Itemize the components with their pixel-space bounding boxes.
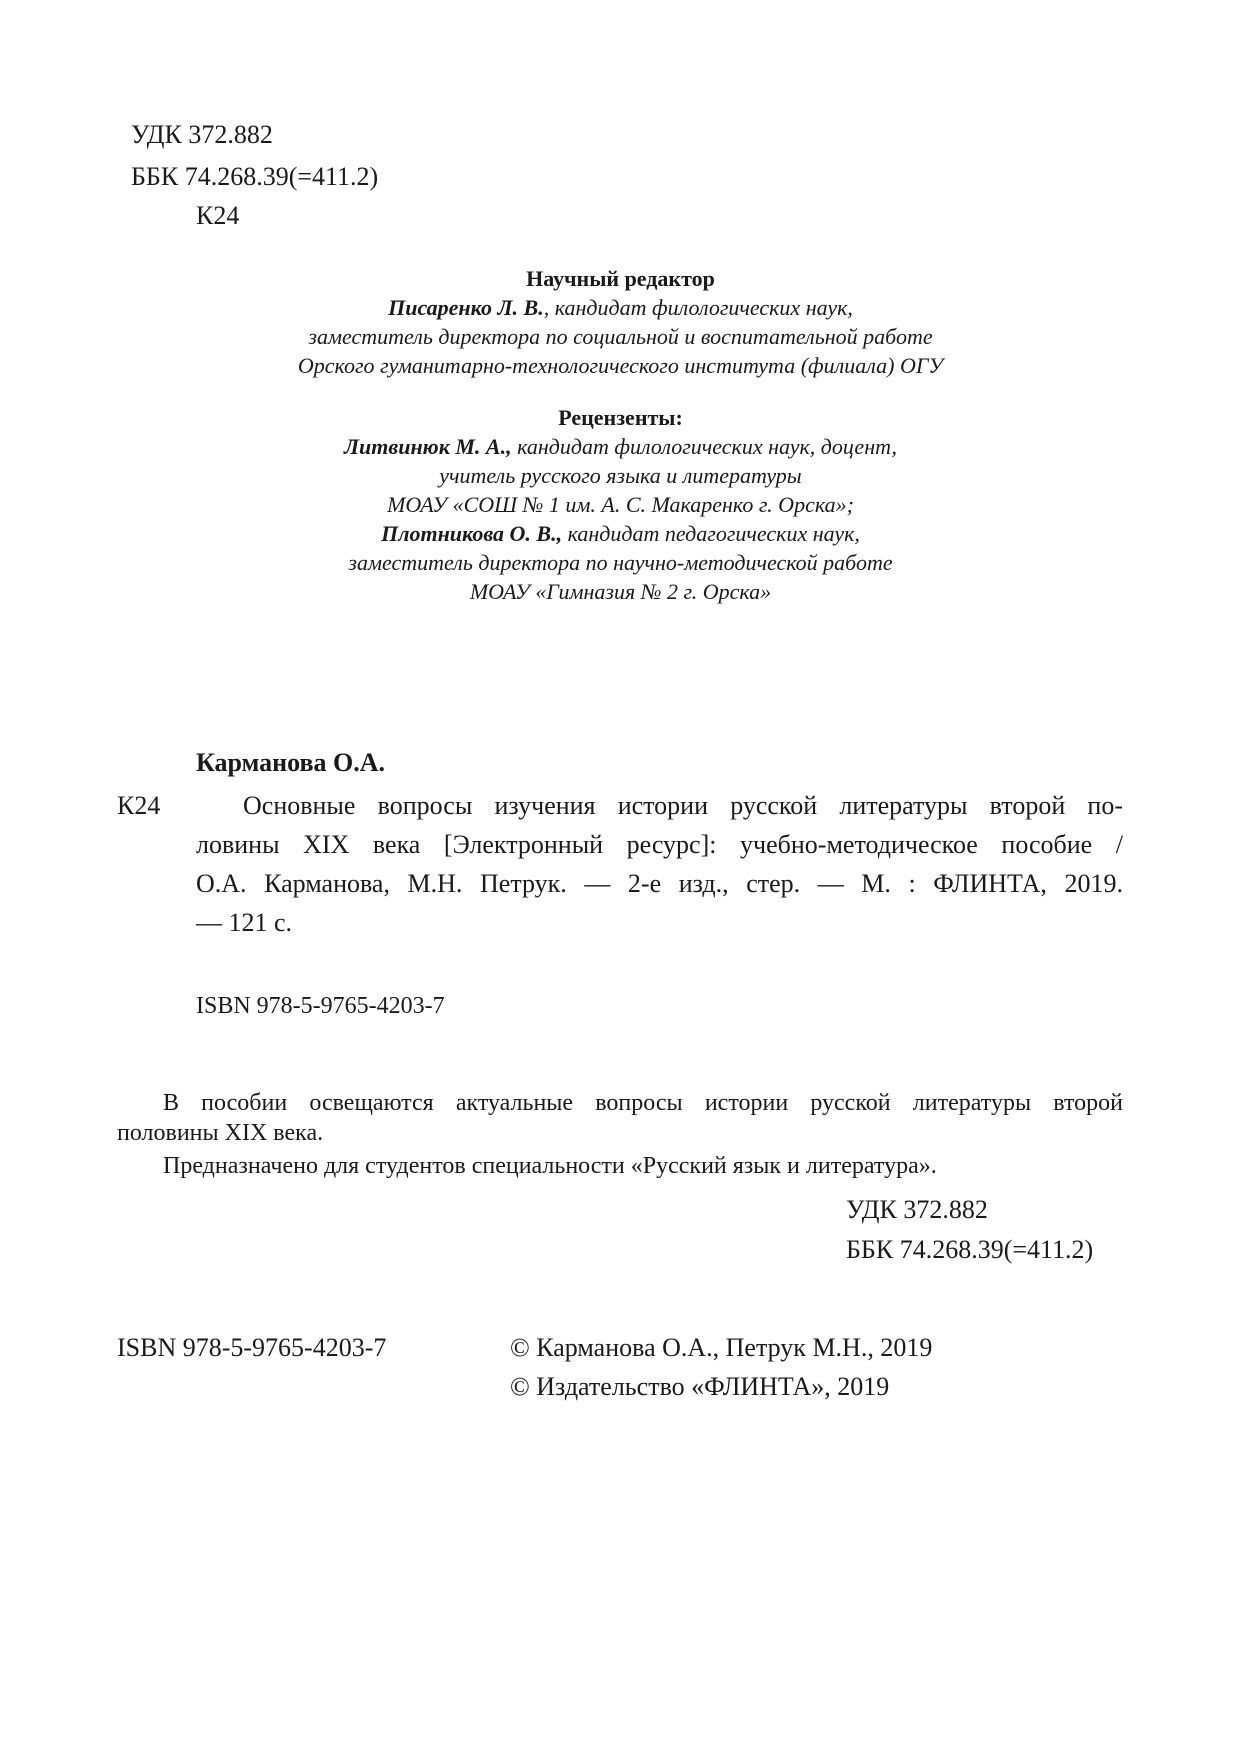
reviewer2-name-line (0, 519, 1241, 548)
annotation-line-1: В пособии освещаются актуальные вопросы истории русской литературы второй (163, 1090, 1123, 1116)
editor-name-line (0, 293, 1241, 322)
record-author-sign: К24 (117, 791, 161, 820)
record-line-4: — 121 с. (196, 908, 293, 937)
editor-heading: Научный редактор (526, 266, 715, 291)
reviewer1-degree: кандидат филологических наук, доцент, (511, 434, 898, 459)
reviewer2-name: Плотникова О. В., (381, 521, 563, 546)
udk-code-bottom: УДК 372.882 (846, 1195, 988, 1224)
udk-code-top: УДК 372.882 (131, 120, 273, 149)
author-sign-top: К24 (196, 201, 240, 230)
footer-isbn: ISBN 978-5-9765-4203-7 (117, 1333, 387, 1362)
record-isbn: ISBN 978-5-9765-4203-7 (196, 993, 445, 1019)
editor-block (0, 264, 1241, 606)
reviewer2-degree: кандидат педагогических наук, (562, 521, 860, 546)
reviewer1-position: учитель русского языка и литературы (439, 463, 802, 488)
editor-institution: Орского гуманитарно-технологического института (филиала) ОГУ (297, 353, 944, 378)
reviewer2-position: заместитель директора по научно-методической работе (348, 550, 893, 575)
editor-degree: , кандидат филологических наук, (543, 295, 853, 320)
record-line-1: Основные вопросы изучения истории русской литературы второй по- (243, 791, 1123, 820)
bbk-code-bottom: ББК 74.268.39(=411.2) (846, 1235, 1094, 1264)
record-line-3: О.А. Карманова, М.Н. Петрук. — 2-е изд., стер. — М. : ФЛИНТА, 2019. (196, 869, 1123, 898)
editor-position: заместитель директора по социальной и воспитательной работе (308, 324, 933, 349)
record-line-2: ловины XIX века [Электронный ресурс]: учебно-методическое пособие / (196, 830, 1123, 859)
reviewer2-institution: МОАУ «Гимназия № 2 г. Орска» (469, 579, 772, 604)
reviewer1-name-line (0, 432, 1241, 461)
copyright-authors: © Карманова О.А., Петрук М.Н., 2019 (510, 1333, 933, 1362)
reviewers-heading: Рецензенты: (558, 405, 683, 430)
editor-name: Писаренко Л. В. (388, 295, 544, 320)
reviewer1-name: Литвинюк М. А., (343, 434, 512, 459)
reviewer1-institution: МОАУ «СОШ № 1 им. А. С. Макаренко г. Орска»; (387, 492, 854, 517)
record-author-heading: Карманова О.А. (196, 748, 385, 777)
copyright-publisher: © Издательство «ФЛИНТА», 2019 (510, 1372, 890, 1401)
annotation-line-2: половины XIX века. (117, 1120, 324, 1146)
bbk-code-top: ББК 74.268.39(=411.2) (131, 162, 379, 191)
annotation-line-3: Предназначено для студентов специальности «Русский язык и литература». (163, 1153, 937, 1179)
